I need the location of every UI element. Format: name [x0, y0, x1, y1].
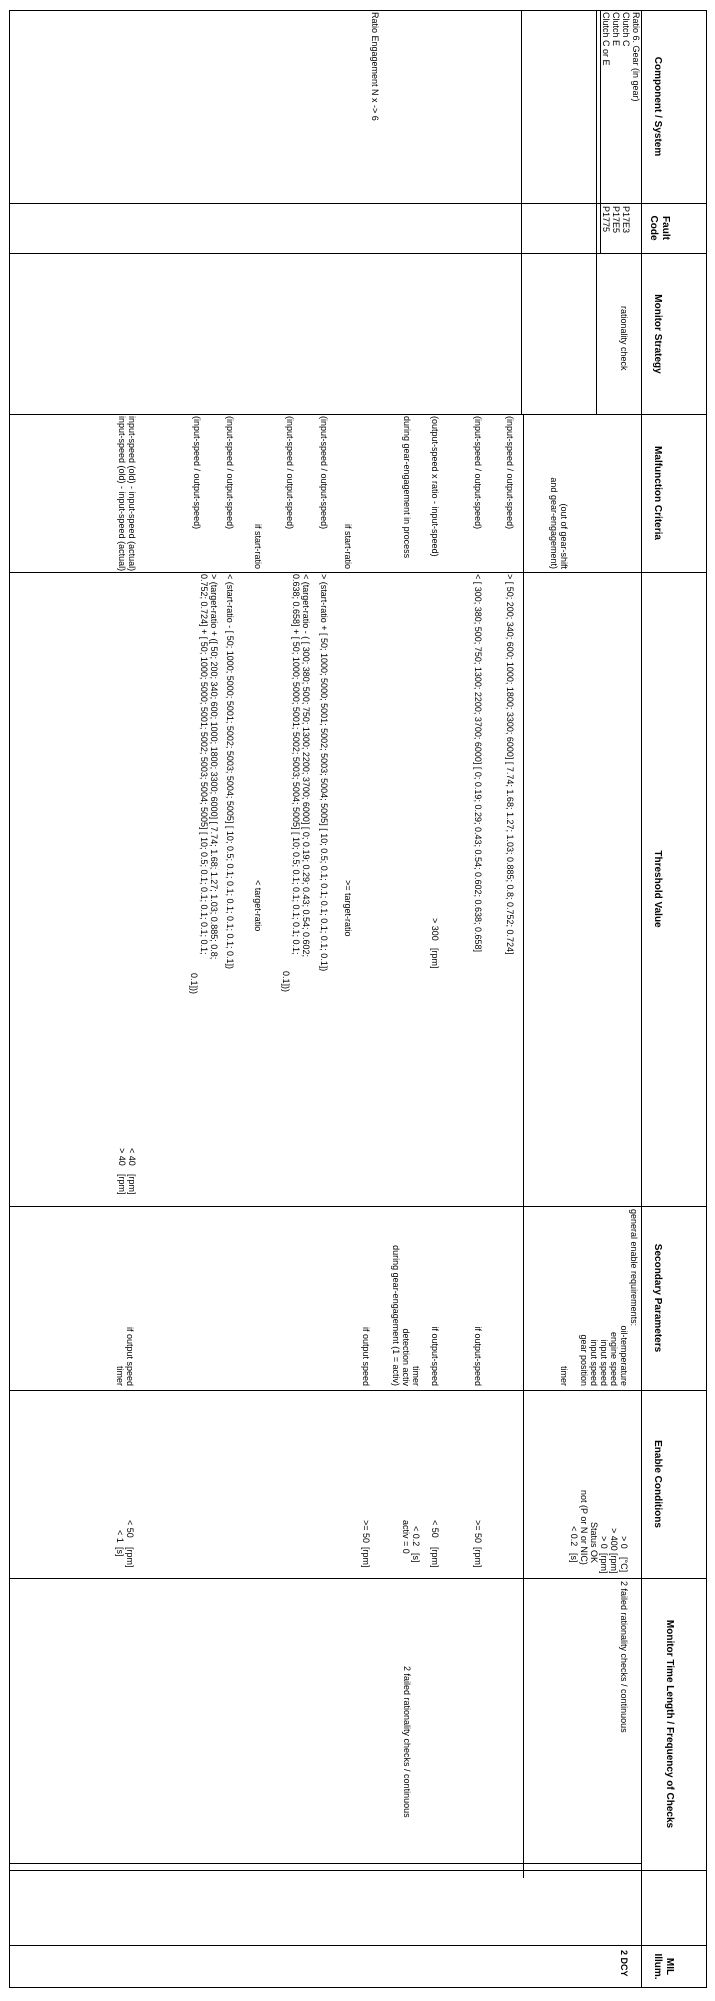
threshold-value: > (target-ratio + ([ 50; 200; 340; 600; 1000; 1800; 3300; 6000] [ 7.74; 1.68; 1.27; 1.03; 0.885; 0.8; [209, 574, 219, 960]
enable-condition: < 1 [115, 1530, 125, 1543]
malfunction-criterion: if start-ratio [343, 523, 353, 569]
enable-condition: not (P or N or NIC) [579, 1490, 589, 1565]
cell-divider [517, 414, 601, 415]
header-component: Component / System [652, 56, 663, 157]
enable-condition: < 0.2 [569, 1526, 579, 1547]
row-divider [706, 1863, 707, 1988]
enable-unit: [s] [115, 1547, 125, 1557]
column-divider [9, 414, 707, 415]
secondary-parameter: engine speed [609, 1331, 619, 1386]
threshold-value: >= target-ratio [343, 880, 353, 937]
threshold-value: 0.1])) [189, 972, 199, 994]
malfunction-criterion: input-speed (old) - input-speed (actual) [117, 416, 127, 572]
secondary-parameter: input speed [599, 1339, 609, 1386]
threshold-value: < target-ratio [253, 880, 263, 932]
column-divider [9, 1870, 707, 1871]
enable-condition: Status OK [589, 1522, 599, 1564]
column-divider [9, 253, 707, 254]
malfunction-criterion: (input-speed / output-speed) [473, 416, 483, 530]
enable-unit: [rpm] [473, 1547, 483, 1568]
threshold-unit: [rpm] [430, 948, 440, 969]
secondary-parameter: detection activ [401, 1328, 411, 1386]
column-divider [9, 1390, 707, 1391]
threshold-value: < (start-ratio - [ 50; 1000; 5000; 5001; 5002; 5003; 5004; 5005] [ 10; 0.5; 0.1; 0.1; 0.1; 0.1; 0.1; 0.1]) [225, 574, 235, 970]
secondary-parameter: gear position [579, 1334, 589, 1386]
enable-unit: [rpm] [361, 1547, 371, 1568]
secondary-parameter: if output speed [361, 1326, 371, 1386]
threshold-value: 0.752; 0.724] + [ 50; 1000; 5000; 5001; 5002; 5003; 5004; 5005] [ 10; 0.5; 0.1; 0.1; 0.1; 0.1; 0.1; [199, 574, 209, 955]
enable-condition: > 0 [619, 1536, 629, 1549]
header-divider [641, 10, 642, 1988]
fault-code: P1775 [601, 206, 611, 233]
threshold-unit: [rpm] [117, 1174, 127, 1195]
malfunction-criterion: (input-speed / output-speed) [319, 416, 329, 530]
column-divider [9, 1578, 707, 1579]
header-monitor-strategy: Monitor Strategy [652, 294, 663, 374]
threshold-unit: [rpm] [127, 1174, 137, 1195]
secondary-parameter: timer [115, 1366, 125, 1386]
enable-condition: >= 50 [361, 1520, 371, 1544]
malfunction-criterion: input-speed (old) - input-speed (actual) [127, 416, 137, 572]
threshold-value: < [ 300; 380; 500; 750; 1300; 2200; 3700; 6000] [ 0; 0.19; 0.29; 0.43; 0.54; 0.602; 0.638; 0.658] [473, 574, 483, 953]
enable-condition: >= 50 [473, 1520, 483, 1544]
header-fault-code: Fault Code [648, 215, 671, 241]
cell-divider [9, 1863, 642, 1864]
table-border [9, 10, 707, 1988]
column-divider [9, 1945, 707, 1946]
enable-condition: activ = 0 [401, 1520, 411, 1554]
enable-unit: [rpm] [430, 1547, 440, 1568]
header-monitor-time: Monitor Time Length / Frequency of Checks [664, 1619, 675, 1829]
enable-condition: > 0 [599, 1536, 609, 1549]
enable-unit: [s] [411, 1553, 421, 1563]
header-secondary-parameters: Secondary Parameters [652, 1243, 663, 1353]
malfunction-criterion: (input-speed / output-speed) [225, 416, 235, 530]
row-divider [521, 10, 522, 415]
malfunction-criterion: during gear-engagement in process [402, 416, 412, 559]
threshold-value: < 40 [127, 1148, 137, 1166]
row-divider [596, 10, 597, 415]
secondary-parameter: if output-speed [430, 1326, 440, 1386]
enable-condition: < 50 [430, 1520, 440, 1538]
enable-condition: < 50 [125, 1520, 135, 1538]
secondary-parameter: timer [411, 1366, 421, 1386]
secondary-parameter: oil-temperature [619, 1325, 629, 1386]
enable-unit: [s] [569, 1553, 579, 1563]
threshold-value: > [ 50; 200; 340; 600; 1000; 1800; 3300; 6000] [ 7.74; 1.68; 1.27; 1.03; 0.885; 0.8; 0.752; 0.724] [505, 574, 515, 955]
header-threshold-value: Threshold Value [652, 850, 663, 928]
secondary-parameter: during gear-engagement (1 = activ) [391, 1245, 401, 1386]
enable-unit: [rpm] [609, 1553, 619, 1574]
enable-unit: [rpm] [125, 1547, 135, 1568]
malfunction-criterion: (output-speed x ratio - input-speed) [430, 416, 440, 557]
fault-code: P17E3 [621, 206, 631, 234]
secondary-parameter: timer [559, 1366, 569, 1386]
column-divider [9, 572, 707, 573]
secondary-parameter: general enable requirements: [629, 1209, 639, 1327]
enable-unit: [rpm] [599, 1553, 609, 1574]
header-enable-conditions: Enable Conditions [652, 1440, 663, 1528]
threshold-value: 0.1])) [281, 970, 291, 992]
enable-unit: [°C] [619, 1557, 629, 1573]
secondary-parameter: input speed [589, 1339, 599, 1386]
secondary-parameter: if output speed [125, 1326, 135, 1386]
column-divider [9, 1206, 707, 1207]
threshold-value: > (start-ratio + [ 50; 1000; 5000; 5001; 5002; 5003; 5004; 5005] [ 10; 0.5; 0.1; 0.1; 0.1; 0.1; 0.1; 0.1]) [319, 574, 329, 972]
enable-condition: < 0.2 [411, 1526, 421, 1547]
row-divider [523, 414, 524, 1878]
threshold-value: < (target-ratio - ( [ 300; 380; 500; 750; 1300; 2200; 3700; 6000] [ 0; 0.19; 0.29; 0.43; 0.54; 0.602; [301, 574, 311, 958]
enable-condition: > 400 [609, 1528, 619, 1551]
monitor-time: 2 failed rationality checks / continuous [402, 1666, 412, 1818]
component-name: Ratio 6. Gear (in gear) [631, 12, 641, 102]
header-mil: MIL Illum. [652, 1953, 675, 1980]
malfunction-criterion: (input-speed / output-speed) [285, 416, 295, 530]
malfunction-criterion: (input-speed / output-speed) [192, 416, 202, 530]
threshold-value: 0.638; 0.658] + [ 50; 1000; 5000; 5001; 5002; 5003; 5004; 5005] [ 10; 0.5; 0.1; 0.1; 0.1; 0.1; 0.1; [291, 574, 301, 955]
monitor-time: 2 failed rationality checks / continuous [619, 1581, 629, 1733]
threshold-value: > 40 [117, 1148, 127, 1166]
malfunction-criterion: and gear-engagement) [549, 477, 559, 569]
malfunction-criterion: (out of gear-shift [559, 503, 569, 569]
component-name: Clutch C or E [601, 12, 611, 66]
component-name: Clutch C [621, 12, 631, 47]
column-divider [9, 203, 707, 204]
header-malfunction-criteria: Malfunction Criteria [652, 446, 663, 540]
malfunction-criterion: (input-speed / output-speed) [505, 416, 515, 530]
monitor-strategy: rationality check [619, 306, 629, 371]
fault-code: P17E5 [611, 206, 621, 234]
malfunction-criterion: if start-ratio [253, 523, 263, 569]
component-name: Clutch E [611, 12, 621, 47]
secondary-parameter: if output-speed [473, 1326, 483, 1386]
mil-illumination: 2 DCY [619, 1950, 629, 1977]
component-subtitle: Ratio Engagement N x -> 6 [370, 12, 380, 121]
threshold-value: > 300 [430, 918, 440, 941]
